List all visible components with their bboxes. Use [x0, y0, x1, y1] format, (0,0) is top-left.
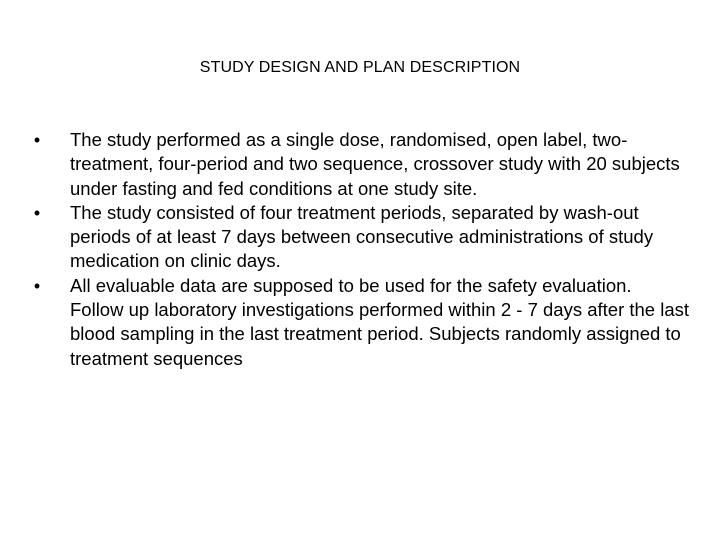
bullet-list — [30, 128, 690, 371]
bullet-item-treatment-periods — [30, 201, 690, 274]
bullet-text: The study performed as a single dose, randomised, open label, two-treatment, four-period and two sequence, crossover study with 20 subjects under fasting and fed conditions at one study site. — [70, 129, 680, 199]
bullet-text: All evaluable data are supposed to be used for the safety evaluation. Follow up laboratory investigations performed within 2 - 7 days after the last blood sampling in the last treatment period. Subjects randomly assigned to treatment sequences — [70, 274, 690, 369]
slide-title: STUDY DESIGN AND PLAN DESCRIPTION — [199, 59, 521, 76]
bullet-text: The study consisted of four treatment periods, separated by wash-out periods of at least 7 days between consecutive administrations of study medication on clinic days. — [70, 201, 654, 272]
bullet-item-study-design — [30, 128, 690, 201]
bullet-item-safety-evaluation — [30, 274, 690, 371]
bullet-icon: • — [33, 202, 41, 223]
bullet-icon: • — [33, 275, 41, 296]
bullet-icon: • — [33, 130, 41, 150]
